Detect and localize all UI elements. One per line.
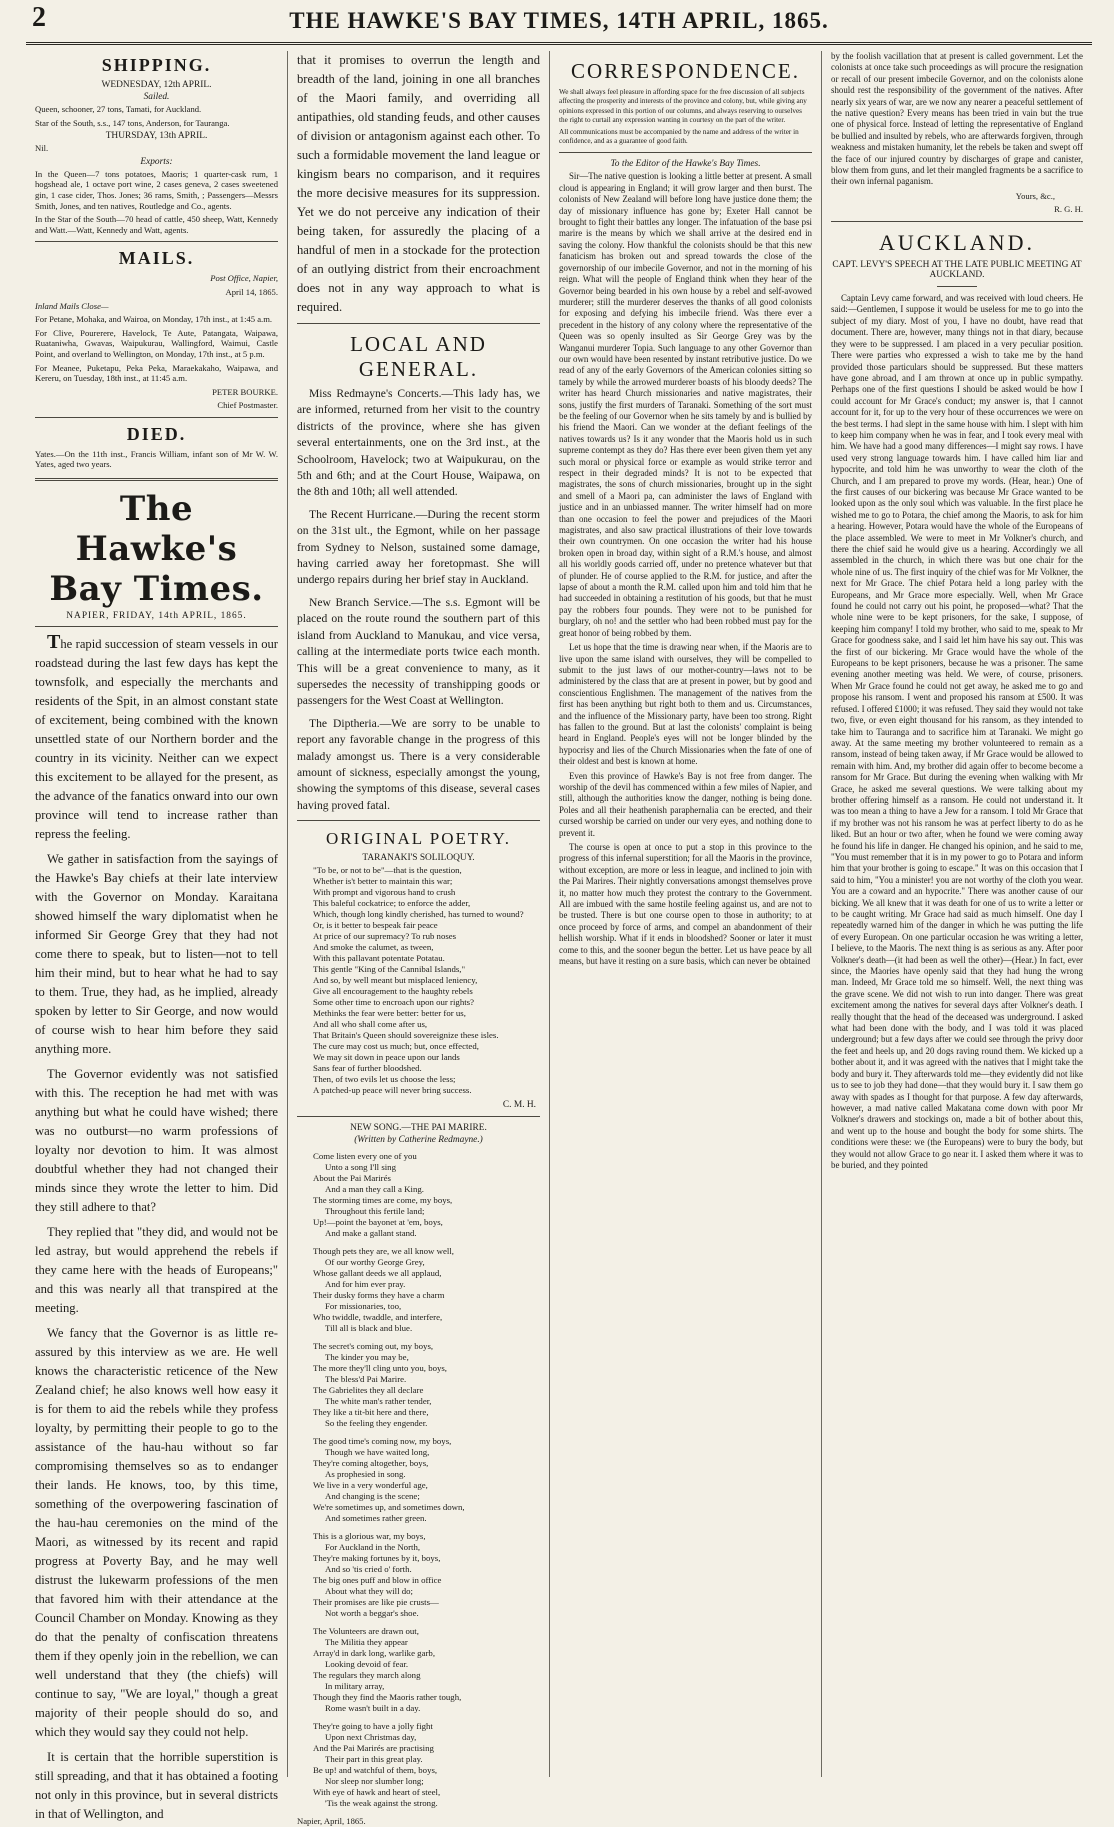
poem-line: In military array, (325, 1681, 385, 1692)
poem-line: The big ones puff and blow in office (313, 1575, 442, 1586)
shipping-sailed-label: Sailed. (143, 92, 170, 102)
poem-line: Or, is it better to bespeak fair peace (313, 920, 438, 931)
column-3 (550, 51, 822, 1777)
poem-line: Though pets they are, we all know well, (313, 1246, 454, 1257)
correspondence-heading: CORRESPONDENCE. (571, 59, 800, 83)
poem-stanza (297, 1721, 540, 1809)
masthead (26, 0, 1092, 45)
letter-signature: R. G. H. (1054, 204, 1083, 215)
poem-line: The storming times are come, my boys, (313, 1195, 453, 1206)
shipping-exports-2: In the Star of the South—70 head of cattle, 450 sheep, Watt, Kennedy and Watt.—Watt, Kennedy and Watt, agents. (35, 214, 278, 235)
poem-stanza (297, 1531, 540, 1619)
poem-line: For missionaries, too, (325, 1301, 402, 1312)
to-editor: To the Editor of the Hawke's Bay Times. (610, 159, 761, 170)
divider (937, 286, 977, 287)
poem-line: We live in a very wonderful age, (313, 1480, 428, 1491)
letter-paragraph: Let us hope that the time is drawing near when, if the Maoris are to live upon the same island with ourselves, they will be compelled to submit to the just laws of our mother-country—laws not to be administered by the class that are at present in power, but by good and conscientious Englishmen. The management of the natives from the first has been anything but right both to them and us. Circumstances, and the influence of the Missionary party, have been too strong. Right has fallen to the ground. But at last the colonists' complaint is being heard in England. People's eyes will not be longer blinded by the hypocrisy and lies of the Church Missionaries when the fate of one of their oldest and best is known at home. (559, 642, 812, 767)
column-2 (288, 51, 550, 1827)
paper-title: The Hawke's Bay Times. (49, 489, 264, 610)
poem-stanza (297, 1626, 540, 1714)
poem-line: Though they find the Maoris rather tough, (313, 1692, 462, 1703)
poem-line: The cure may cost us much; but, once effected, (313, 1041, 479, 1052)
poem1-title: TARANAKI'S SOLILOQUY. (362, 853, 475, 864)
poem-line: And so, by well meant but misplaced leniency, (313, 975, 478, 986)
poem-line: This baleful cockatrice; to enforce the adder, (313, 898, 471, 909)
poetry-heading: ORIGINAL POETRY. (325, 829, 511, 849)
poem2-byline: (Written by Catherine Redmayne.) (354, 1135, 483, 1146)
poem-line: Looking devoid of fear. (325, 1659, 409, 1670)
shipping-exports-1: In the Queen—7 tons potatoes, Maoris; 1 quarter-cask rum, 1 hogshead ale, 1 octave port wine, 2 cases geneva, 2 cases sweetened gin, 1 case cider, Thos. Jones; 36 rams, Smith, ; Passengers—Messrs Smith, Jones, and ten natives, Routledge and Co., agents. (35, 168, 278, 211)
poem-line: With this pallavant potentate Potatau. (313, 953, 445, 964)
poem-line: And for him ever pray. (325, 1279, 406, 1290)
poem-stanza (297, 1436, 540, 1524)
poem-line: Methinks the fear were better: better for us, (313, 1008, 466, 1019)
poem2 (297, 1151, 540, 1809)
poem2-title: NEW SONG.—THE PAI MARIRE. (350, 1123, 487, 1134)
poem-line: And sometimes rather green. (325, 1513, 427, 1524)
poem-line: Unto a song I'll sing (325, 1162, 396, 1173)
mails-office: Post Office, Napier, (210, 273, 278, 284)
auckland-paragraph: Captain Levy came forward, and was received with loud cheers. He said:—Gentlemen, I suppose it would be useless for me to go into the subject of my diary. Most of you, I have no doubt, have read that document. There are, however, many things not in that diary, because they were to be suppressed. I am placed in a very peculiar position. There were parties who expressed a wish to take me by the hand provided those particulars should be suppressed. But these matters have gone abroad, and I am thrown at once up in public sympathy. Perhaps one of the first questions I should be asked would be how I could account for Mr Grace's conduct; my answer is, that I cannot account for it, for up to the very hour of these occurrences we were on the best terms. I had slept in the same house with him. I slept with him to keep him company when he was in fear, and I took every meal with him. We have had a good many differences—I might say rows. I have used very strong language towards him. I have called him liar and hypocrite, and told him he was unworthy to wear the cloth of the Church, and I am prepared to prove my words. (Hear, hear.) One of the first causes of our bickering was because Mr Grace wanted to be looked upon as the only soul which was valuable. In the first place he wished me to go to Potara, the chief among the Maoris, to ask for him a hearing. However, Potara would have the whole of the Europeans of the place assembled. We were to meet in Mr Volkner's church, and there the chief said he would give us a hearing. Accordingly we all assembled in the church, in which there was but one chair for the whole nine of us. The first inquiry of the chief was for Mr Volkner, the next for Mr Grace. The chief Potara held a long parley with the Europeans, and Mr Grace more especially. Well, when Mr Grace found he could not carry out his point, he proposed—what? That the whole nine were to be kept prisoners, for the sake, I suppose, of keeping him company! I told my brother, who said to me, speak to Mr Grace for goodness sake, and I said let him have his say out. This was the first of our bickering. Mr Grace would have the whole of the Europeans to be kept prisoners, because he was a prisoner. The same evening another meeting was held. We were, of course, prisoners. When Mr Grace found he could not get away, he asked me to go and propose his ransom. I went and proposed his ransom at £500. It was refused. I offered £1000; it was refused. They said they would not take two, five, or even eight thousand for his ransom, as they intended to take him to Tauranga and to sacrifice him at Taranaki. We might go away. At the same meeting my brother volunteered to remain as a ransom, instead of being taken away, if Mr Grace would be allowed to remain with him. And, my brother did again offer to become become a ransom for Mr Grace. But during the evening when walking with Mr Grace, he asked me several questions. We were talking about my brother offering himself as a ransom. He could not understand it. It was too mean a thing to have a Jew for a ransom. I told Mr Grace that if my brother was not his ransom he was at perfect liberty to do as he liked. But an hour or two after, when he found we were coming away he found his life in danger. He changed his opinion, and he said to me, "You must remember that it is in my power to go to Potara and inform him that your brother is going to escape." It was on this occasion that I said to him, "You a minister! you are not worthy of the cloth you wear. You are a coward and an hypocrite." There was another cause of our bicking. We all knew that it was death for one of us to write a letter or to be caught writing. Mr Grace had said as much himself. One day I repeatedly warned him of the danger in which he was putting the life of every European. On one particular occasion he was writing a letter, I believe, to the Maoris. The next thing is as serious as any. After poor Volkner's death—(it had been as well the other)—(Hear.) In fact, ever since, the Maories have openly said that they had hung the wrong man. Indeed, Mr Grace told me so himself. Well, the next thing was the grave scene. We did not wish to run into danger. There was great excitement among the natives for several days after Volkner's death. I really thought that the head of the deceased was underground. I asked what had been done with the body, and I was told it was placed underground; but a few days after we could see through the privy door the feet and heels up, and 20 dogs raving round them. We kicked up a bother about it, and it was agreed with the natives that I might take the body and bury it. They afterwards told me—they evidently did not like us to see to job they had done—that they would bury it. I saw them go away with spades as I thought for that purpose. A few day afterwards, however, a mad native called Makatana come down with poor Mr Volkner's drawers and stockings on, made a bit of bother about this, and went up to the house and bought the body for some shirts. The conditions were these: we (the Europeans) were to bury the body, but they would not allow Grace to go near it. I asked them where it was to be buried, and they pointed (831, 293, 1083, 1170)
local-item: The Diptheria.—We are sorry to be unable to report any favorable change in the progress of this malady amongst us. There is a very considerable amount of sickness, especially amongst the young, showing the symptoms of this disease, several cases having proved fatal. (297, 716, 540, 812)
poem-line: So the feeling they engender. (325, 1418, 428, 1429)
poem-stanza (297, 1151, 540, 1239)
column-4 (822, 51, 1092, 1777)
shipping-sailed-2: Star of the South, s.s., 147 tons, Anderson, for Tauranga. (35, 117, 230, 128)
auckland-heading: AUCKLAND. (879, 230, 1035, 256)
poem-line: Whether is't better to maintain this war; (313, 876, 453, 887)
letter-continuation: by the foolish vacillation that at present is called government. Let the colonists at once take such proceedings as will procure the resignation or recall of our present imbecile Governor, and on the colonists alone should rest the responsibility of the government of the natives. After nearly six years of war, are we now any nearer a peaceful settlement of the native question? Every means has been tried in vain but the true one of physical force. Instead of letting the representative of England be bullied and insulted by rebels, who are afterwards forgiven, through weakness and mistaken humanity, let the rebels be taken and swept off the face of our injured country by discharges of grape and canister, blow them from guns, and let their mangled fragments be a sacrifice to their own infernal paganism. (831, 51, 1083, 187)
shipping-day1: WEDNESDAY, 12th APRIL. (101, 80, 212, 90)
poem-line: About the Pai Marirés (313, 1173, 391, 1184)
poem-line: 'Tis the weak against the strong. (325, 1798, 438, 1809)
mails-heading: MAILS. (118, 248, 195, 269)
page-number: 2 (32, 2, 46, 33)
poem-line: Throughout this fertile land; (325, 1206, 425, 1217)
shipping-sailed-1: Queen, schooner, 27 tons, Tamati, for Auckland. (35, 104, 202, 114)
mails-item-2: For Clive, Pourerere, Havelock, Te Aute, Patangata, Waipawa, Ruataniwha, Gwavas, Waipukurau, Wallingford, Waimui, Castle Point, and overland to Wellington, on Monday, 17th inst., at 5 p.m. (35, 327, 278, 359)
poem-line: And so 'tis cried o' forth. (325, 1564, 412, 1575)
shipping-heading: SHIPPING. (101, 55, 212, 75)
poem-line: They're coming altogether, boys, (313, 1458, 429, 1469)
poem-line: Nor sleep nor slumber long; (325, 1776, 424, 1787)
editorial-paragraph: The Governor evidently was not satisfied with this. The reception he had met with was anything but what he could have wished; there was no outburst—no warm professions of loyalty nor devotion to him. It was almost doubtful whether they had not changed their minds since they wrote the letter to him. Did they still adhere to that? (35, 1067, 278, 1215)
poem-line: The kinder you may be, (325, 1352, 409, 1363)
poem-line: A patched-up peace will never bring success. (313, 1085, 472, 1096)
poem-line: Be up! and watchful of them, boys, (313, 1765, 438, 1776)
died-heading: DIED. (126, 423, 187, 444)
columns (26, 51, 1092, 1827)
poem-line: And a man they call a King. (325, 1184, 424, 1195)
poem-line: And smoke the calumet, as tween, (313, 942, 434, 953)
divider (831, 221, 1083, 222)
editorial-paragraph: They replied that "they did, and would not be led astray, but would apprehend the rebels if they came here with the heads of Europeans;" and this was nearly all that transpired at the meeting. (35, 1225, 278, 1316)
poem-line: And changing is the scene; (325, 1491, 420, 1502)
poem-line: And all who shall come after us, (313, 1019, 428, 1030)
poem-line: The good time's coming now, my boys, (313, 1436, 452, 1447)
editorial-paragraph: The rapid succession of steam vessels in our roadstead during the last few days has kept the townsfolk, and especially the merchants and residents of the Spit, in an almost constant state of excitement, being combined with the known unsettled state of our Northern border and the country in its vicinity. Neither can we expect this excitement to be allayed for the present, as the advance of the fanatics onward into our own province will tend to increase rather than repress the feeling. (35, 631, 278, 842)
shipping-nil: Nil. (35, 143, 49, 154)
poem-line: Who twiddle, twaddle, and interfere, (313, 1312, 443, 1323)
poem-line: The more they'll cling unto you, boys, (313, 1363, 448, 1374)
divider (35, 478, 278, 481)
died-text: Yates.—On the 11th inst., Francis William, infant son of Mr W. W. Yates, aged two years. (35, 448, 278, 470)
poem-line: Come listen every one of you (313, 1151, 417, 1162)
dateline: NAPIER, FRIDAY, 14th APRIL, 1865. (35, 611, 278, 627)
poem-line: For Auckland in the North, (325, 1542, 421, 1553)
poem-line: With eye of hawk and heart of steel, (313, 1787, 441, 1798)
mails-item-3: For Meanee, Puketapu, Peka Peka, Maraekakaho, Waipawa, and Kereru, on Tuesday, 18th inst., at 11:45 a.m. (35, 362, 278, 384)
poem-line: That Britain's Queen should sovereignize these isles. (313, 1030, 499, 1041)
poem-line: The Gabrielites they all declare (313, 1385, 424, 1396)
poem-line: We may sit down in peace upon our lands (313, 1052, 460, 1063)
poem-line: This is a glorious war, my boys, (313, 1531, 426, 1542)
letter-paragraph: Even this province of Hawke's Bay is not free from danger. The worship of the devil has commenced within a few miles of Napier, and still, although the authorities know the danger, nothing is being done. Poles and all their heathenish paraphernalia can be erected, and their cursed worship be carried on under our very eyes, and nothing done to prevent it. (559, 770, 812, 838)
poem-line: The bless'd Pai Marire. (325, 1374, 407, 1385)
poem-line: They're going to have a jolly fight (313, 1721, 433, 1732)
correspondence-notice: We shall always feel pleasure in affording space for the free discussion of all subjects affecting the prosperity and interests of the province and colony, but, while giving any opinions expressed in this portion of our columns, and always reserving to ourselves the right to curtail any expression wanting in courtesy on the part of the writer. (559, 88, 807, 125)
local-item: New Branch Service.—The s.s. Egmont will be placed on the route round the southern part of this island from Auckland to Manukau, and vice versa, calling at the intermediate ports twice each month. This will be a great convenience to many, as it supersedes the necessity of transhipping goods or passengers for the West Coast at Wellington. (297, 595, 540, 708)
poem-line: Then, of two evils let us choose the less; (313, 1074, 456, 1085)
poem-line: Till all is black and blue. (325, 1323, 413, 1334)
poem2-footer: Napier, April, 1865. (297, 1816, 366, 1827)
poem-line: Their part in this great play. (325, 1754, 423, 1765)
editorial-paragraph: We fancy that the Governor is as little re-assured by this interview as we are. He well knows the characteristic reticence of the New Zealand chief; he also knows well how easy it is for them to aid the rebels while they profess loyalty, by permitting their people to go to the assistance of the hau-hau without so far compromising themselves so as to endanger their lands. He knows, too, by this time, something of the overpowering fascination of the hau-hau ceremonies on the mind of the Maori, as witnessed by its recent and rapid progress at Poverty Bay, and he may well distrust the lukewarm professions of the men that favored him with their attendance at the Council Chamber on Monday. Knowing as they do that the penalty of confiscation threatens them if they openly join in the rebellion, we can well understand that they (the chiefs) will continue to say, "We are loyal," though a great majority of their people should do so, and which they would say they could not help. (35, 1326, 278, 1740)
mails-date: April 14, 1865. (225, 286, 278, 297)
local-item: Miss Redmayne's Concerts.—This lady has, we are informed, returned from her visit to the country districts of the province, where she has given several entertainments, one on the 3rd inst., at the Schoolroom, Havelock; two at Waipukurau, on the 5th and 6th; and at the Court House, Waipawa, on the 8th and 10th; all well attended. (297, 387, 540, 499)
poem-line: Though we have waited long, (325, 1447, 430, 1458)
poem1 (297, 865, 540, 1096)
poem-line: Their promises are like pie crusts— (313, 1597, 439, 1608)
poem-line: With prompt and vigorous hand to crush (313, 887, 456, 898)
poem-line: At price of our supremacy? To rub noses (313, 931, 457, 942)
poem-line: The Militia they appear (325, 1637, 408, 1648)
poem-line: This gentle "King of the Cannibal Islands," (313, 964, 466, 975)
editorial-paragraph: We gather in satisfaction from the sayings of the Hawke's Bay chiefs at their late interview with the Governor on Monday. Karaitana showed himself the wary diplomatist when he informed Sir George Grey that they had not come there to speak, but to listen—not to tell him their mind, but to hear what he had to say to them. True, they had, as he implied, already spoken by letter to Sir George, and now would of course wish to hear him before they said anything more. (35, 852, 278, 1057)
poem-line: "To be, or not to be"—that is the question, (313, 865, 462, 876)
running-title: THE HAWKE'S BAY TIMES, 14TH APRIL, 1865. (289, 8, 829, 33)
poem-line: We're sometimes up, and sometimes down, (313, 1502, 465, 1513)
divider (35, 241, 278, 242)
poem-line: Some other time to encroach upon our rights? (313, 997, 474, 1008)
poem-line: They're making fortunes by it, boys, (313, 1553, 441, 1564)
editorial-paragraph: It is certain that the horrible superstition is still spreading, and that it has obtained a footing not only in this province, but in several districts in that of Wellington, and (35, 1750, 278, 1822)
poem-stanza (297, 1246, 540, 1334)
poem-stanza (297, 1341, 540, 1429)
letter-paragraph: Sir—The native question is looking a little better at present. A small cloud is appearing in England; it will grow larger and then burst. The colonists of New Zealand will before long have justice done them; the day of missionary influence has gone by; Exeter Hall cannot be brought to fight their battles any longer. The infatuation of the base psi marire is the means by which we shall arrive at the desired end in saving the colony. How thankful the colonists should be that this new fanaticism has broken out and spread towards the close of the governorship of our imbecile Governor, and not in the morning of his reign. What will the people of England think when they hear of the Governor being bearded in his own house by a rebel and self-avowed murderer; still the murderer deserves the thanks of all good colonists for exposing and defying his imbecile friend. Was there ever a precedent in the history of any colony where the representative of the Queen was so openly insulted as Sir George Grey was by the Wanganui murderer Topia. Such language to any other Governor than our own would have been resented by instant retributive justice. Do we read of any of the early Governors of the American colonies sitting so tamely by while the arrowed murderer boasts of his bloody deeds? The writer has heard Church missionaries and native magistrates, their sons, justify the first murders of Taranaki. Something of the sort must be the feeling of our Governor when he sits tamely by and is bullied by his friend the Maori. Can we wonder at the defiant feelings of the natives towards us? Is it any wonder that the Maoris hold us in such supreme contempt as they do? Has there ever been given them yet any such moral or physical force or example as would strike terror and respect in their degraded minds? It is not to be expected that magistrates, the sons of church missionaries, brought up in the sight and smell of a Maori pa, can administer the laws of England with justice and in an unbiassed manner. The writer himself had on more than one occasion to feel the power and prejudices of the Maori magistrates, and also saw practical illustrations of their love towards their own countrymen. On one occasion the writer had his house broken open in broad day, within sight of a R.M.'s house, and almost all his worldly goods carried off, under no pretence whatever but that of plunder. He of course applied to the R.M. for justice, and after the lapse of about a month the R.M. called upon him and told him that he had succeeded in obtaining a restitution of his goods, but that he must pay the robbers four pounds. They were not to be punished for burglary, oh no! and the settler who had been robbed must pay for the great honor of being robbed by them. (559, 171, 812, 638)
poem-line: And make a gallant stand. (325, 1228, 417, 1239)
poem-line: Whose gallant deeds we all applaud, (313, 1268, 442, 1279)
poem-line: As prophesied in song. (325, 1469, 406, 1480)
column-1 (26, 51, 288, 1822)
correspondence-notice: All communications must be accompanied by the name and address of the writer in confidence, and as a guarantee of good faith. (559, 127, 799, 146)
auckland-subheading: CAPT. LEVY'S SPEECH AT THE LATE PUBLIC MEETING AT AUCKLAND. (832, 260, 1082, 281)
mails-role: Chief Postmaster. (217, 400, 278, 411)
poem-line: Of our worthy George Grey, (325, 1257, 425, 1268)
poem-line: Up!—point the bayonet at 'em, boys, (313, 1217, 443, 1228)
local-heading: LOCAL AND GENERAL. (350, 332, 487, 381)
poem-line: Upon next Christmas day, (325, 1732, 417, 1743)
poem-line: Not worth a beggar's shoe. (325, 1608, 419, 1619)
shipping-exports-label: Exports: (140, 156, 173, 167)
divider (297, 323, 540, 324)
poem-line: Their dusky forms they have a charm (313, 1290, 445, 1301)
poem-line: About what they will do; (325, 1586, 413, 1597)
mails-inland: Inland Mails Close— (35, 300, 109, 311)
poem-line: The white man's rather tender, (325, 1396, 432, 1407)
poem-line: Which, though long kindly cherished, has turned to wound? (313, 909, 524, 920)
mails-item-1: For Petane, Mohaka, and Wairoa, on Monday, 17th inst., at 1:45 a.m. (35, 314, 273, 325)
divider (297, 820, 540, 821)
local-item: The Recent Hurricane.—During the recent storm on the 31st ult., the Egmont, while on her passage from Sydney to Nelson, sustained some damage, having carried away her foretopmast. She will undergo repairs during her brief stay in Auckland. (297, 507, 540, 587)
poem-line: Sans fear of further bloodshed. (313, 1063, 422, 1074)
poem-line: And the Pai Marirés are practising (313, 1743, 434, 1754)
poem-line: Array'd in dark long, warlike garb, (313, 1648, 436, 1659)
poem-line: The Volunteers are drawn out, (313, 1626, 419, 1637)
poem-line: The regulars they march along (313, 1670, 421, 1681)
divider (35, 417, 278, 418)
letter-paragraph: The course is open at once to put a stop in this province to the progress of this infernal superstition; for all the Maoris in the province, without exception, are more or less in league, and inclined to join with the Pai Marires. Their nightly conversations amongst themselves prove it, no matter how much they protest the contrary to the Government. All are imbued with the same hostile feeling against us, and are not to be trusted. There is but one course open to those in authority; to at once proceed by force of arms, and compel an abandonment of their hellish worship. What if it ends in bloodshed? Sooner or later it must come to this, and the sooner begun the better. Let us have peace by all means, but have it resting on a sure basis, which can never be obtained (559, 842, 812, 967)
poem-line: They like a tit-bit here and there, (313, 1407, 429, 1418)
poem-line: Rome wasn't built in a day. (325, 1703, 421, 1714)
shipping-day2: THURSDAY, 13th APRIL. (105, 131, 208, 142)
poem-line: The secret's coming out, my boys, (313, 1341, 434, 1352)
mails-signature: PETER BOURKE. (212, 386, 278, 397)
editorial-continuation: that it promises to overrun the length and breadth of the land, joining in one all branches of the Maori family, and overriding all antipathies, old standing feuds, and other causes of division or antagonism against each other. To such a formidable movement the land league or kingism bears no comparison, and it requires the more decisive measures for its suppression. Yet we do not perceive any indication of their being taken, for assuredly the placing of a handful of men in a stockade for the protection of an outlying district from their encroachment does not in any way approach to what is required. (297, 53, 540, 314)
letter-closing: Yours, &c., (1015, 190, 1055, 201)
divider (559, 152, 812, 153)
poem1-signature: C. M. H. (502, 1100, 536, 1111)
poem-line: Give all encouragement to the haughty rebels (313, 986, 473, 997)
divider (297, 1116, 540, 1117)
